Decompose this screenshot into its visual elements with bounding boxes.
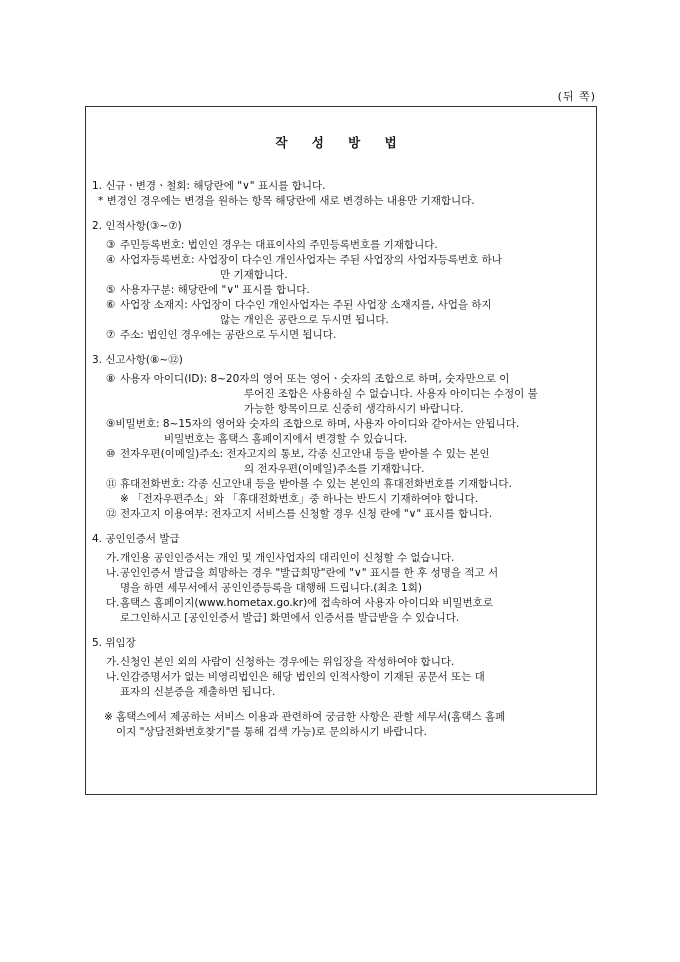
item-text: ⑨비밀번호: 8~15자의 영어와 숫자의 조합으로 하며, 사용자 아이디와 같아서는 안됩니다. — [106, 418, 520, 430]
item-number: ⑫ — [106, 508, 117, 520]
item-4 — [86, 253, 596, 283]
instructions-box — [85, 106, 597, 795]
item-number: 나. — [106, 671, 120, 683]
item-da — [86, 596, 596, 626]
item-7 — [86, 328, 596, 343]
section-3-title: 3. 신고사항(⑧~⑫) — [92, 354, 183, 366]
item-text-continued: 명을 하면 세무서에서 공인인증등록을 대행해 드립니다.(최초 1회) — [120, 582, 422, 594]
item-5 — [86, 283, 596, 298]
item-9 — [86, 417, 596, 447]
item-text: 휴대전화번호: 각종 신고안내 등을 받아볼 수 있는 본인의 휴대전화번호를 기재합니다. — [120, 478, 512, 490]
section-3-note: ※ 「전자우편주소」와 「휴대전화번호」중 하나는 반드시 기재하여야 합니다. — [120, 493, 479, 505]
item-text-continued: 만 기재합니다. — [220, 269, 288, 281]
item-ga — [86, 655, 596, 670]
section-5-title: 5. 위임장 — [92, 637, 136, 649]
section-2-title: 2. 인적사항(③~⑦) — [92, 220, 182, 232]
footnote-text-continued: 이지 "상담전화번호찾기"를 통해 검색 가능)로 문의하시기 바랍니다. — [116, 726, 427, 738]
item-number: ④ — [106, 254, 116, 266]
item-8 — [86, 372, 596, 417]
item-text-continued: 로그인하시고 [공인인증서 발급] 화면에서 인증서를 발급받을 수 있습니다. — [120, 612, 460, 624]
item-number: 가. — [106, 552, 120, 564]
page-side-label: (뒤 쪽) — [557, 90, 596, 103]
item-text-continued: 비밀번호는 홈택스 홈페이지에서 변경할 수 있습니다. — [164, 433, 408, 445]
item-text: 사용자구분: 해당란에 "∨" 표시를 합니다. — [120, 284, 310, 296]
item-text-continued: 표자의 신분증을 제출하면 됩니다. — [120, 686, 276, 698]
item-ga — [86, 551, 596, 566]
item-3 — [86, 238, 596, 253]
item-text: 사업자등록번호: 사업장이 다수인 개인사업자는 주된 사업장의 사업자등록번호 하나 — [120, 254, 502, 266]
item-text: 개인용 공인인증서는 개인 및 개인사업자의 대리인이 신청할 수 없습니다. — [120, 552, 455, 564]
instructions-content — [86, 179, 596, 740]
item-text-continued: 의 전자우편(이메일)주소를 기재합니다. — [244, 463, 425, 475]
item-text: 전자우편(이메일)주소: 전자고지의 통보, 각종 신고안내 등을 받아볼 수 있는 본인 — [120, 448, 490, 460]
item-text: 사용자 아이디(ID): 8~20자의 영어 또는 영어ㆍ숫자의 조합으로 하며, 숫자만으로 이 — [120, 373, 510, 385]
item-number: ⑦ — [106, 329, 116, 341]
item-text: 홈택스 홈페이지(www.hometax.go.kr)에 접속하여 사용자 아이디와 비밀번호로 — [120, 597, 493, 609]
page-title: 작 성 방 법 — [275, 135, 407, 150]
section-1 — [86, 179, 596, 209]
item-number: ⑪ — [106, 478, 117, 490]
item-na — [86, 670, 596, 700]
item-na — [86, 566, 596, 596]
section-1-title: 1. 신규ㆍ변경ㆍ철회: 해당란에 "∨" 표시를 합니다. — [92, 180, 326, 192]
item-text: 주민등록번호: 법인인 경우는 대표이사의 주민등록번호를 기재합니다. — [120, 239, 438, 251]
item-number: 다. — [106, 597, 120, 609]
item-text: 주소: 법인인 경우에는 공란으로 두시면 됩니다. — [120, 329, 337, 341]
item-text: 신청인 본인 외의 사람이 신청하는 경우에는 위임장을 작성하여야 합니다. — [120, 656, 455, 668]
item-text-continued: 가능한 항목이므로 신중히 생각하시기 바랍니다. — [244, 403, 464, 415]
section-3 — [86, 353, 596, 522]
item-text: 공인인증서 발급을 희망하는 경우 "발급희망"란에 "∨" 표시를 한 후 성명을 적고 서 — [120, 567, 499, 579]
item-text-continued: 루어진 조합은 사용하실 수 없습니다. 사용자 아이디는 수정이 불 — [244, 388, 538, 400]
item-number: ⑥ — [106, 299, 116, 311]
item-11 — [86, 477, 596, 492]
item-text: 사업장 소재지: 사업장이 다수인 개인사업자는 주된 사업장 소재지를, 사업을 하지 — [120, 299, 492, 311]
footnote-text: ※ 홈택스에서 제공하는 서비스 이용과 관련하여 궁금한 사항은 관할 세무서(홈택스 홈페 — [104, 711, 506, 723]
section-5 — [86, 636, 596, 700]
item-12 — [86, 507, 596, 522]
section-2 — [86, 219, 596, 343]
section-4-title: 4. 공인인증서 발급 — [92, 533, 180, 545]
item-number: ⑩ — [106, 448, 116, 460]
item-number: ⑧ — [106, 373, 116, 385]
item-number: 나. — [106, 567, 120, 579]
item-number: 가. — [106, 656, 120, 668]
section-4 — [86, 532, 596, 626]
item-text: 전자고지 이용여부: 전자고지 서비스를 신청할 경우 신청 란에 "∨" 표시를 합니다. — [120, 508, 493, 520]
item-text-continued: 않는 개인은 공란으로 두시면 됩니다. — [220, 314, 389, 326]
item-6 — [86, 298, 596, 328]
item-number: ⑤ — [106, 284, 116, 296]
hometax-footnote — [86, 710, 596, 740]
item-10 — [86, 447, 596, 477]
item-number: ③ — [106, 239, 116, 251]
item-text: 인감증명서가 없는 비영리법인은 해당 법인의 인적사항이 기재된 공문서 또는 대 — [120, 671, 485, 683]
section-1-note: * 변경인 경우에는 변경을 원하는 항목 해당란에 새로 변경하는 내용만 기재합니다. — [98, 195, 475, 207]
